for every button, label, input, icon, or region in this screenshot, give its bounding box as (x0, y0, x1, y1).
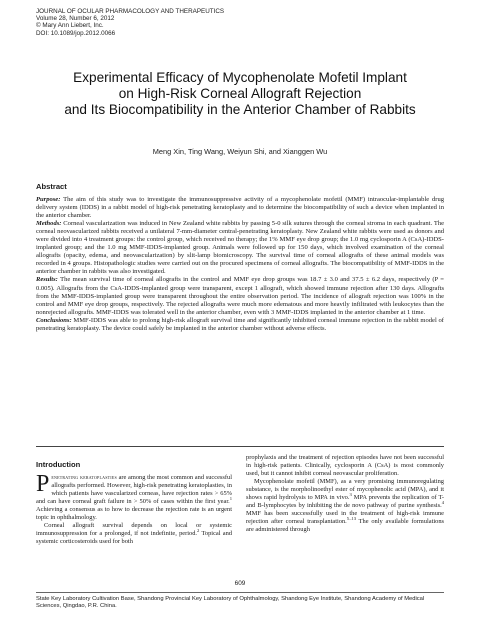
ref-4[interactable]: 4 (441, 500, 444, 506)
title-line-1: Experimental Efficacy of Mycophenolate Mofetil Implant (73, 70, 407, 85)
article-title (20, 70, 460, 118)
ref-3[interactable]: 3 (349, 492, 352, 498)
purpose-text: The aim of this study was to investigate the immunosuppressive activity of a mycophenolate mofetil (MMF) intraocular-implantable drug delivery system (IDDS) in a rabbit model of high-risk penetrating keratoplasty and to determine the biocompatibility of such a device when implanted in the anterior chamber. (36, 196, 444, 220)
section-divider (36, 446, 444, 447)
intro-paragraph-1 (36, 471, 232, 522)
title-line-3: and Its Biocompatibility in the Anterior Chamber of Rabbits (64, 102, 416, 117)
intro-text-1: are among the most common and successful allografts performed. However, high-risk penetrating keratoplasties, in which patients have vascularized corneas, have rejection rates > 65% and can have corneal graft failure in > 50% of cases within the first year. (36, 474, 232, 506)
title-line-2: on High-Risk Corneal Allograft Rejection (118, 86, 362, 101)
drop-cap: P (36, 471, 50, 497)
intro-text-2: Corneal allograft survival depends on local or systemic immunosuppression for a prolonged, if not indefinite, period. (36, 522, 232, 538)
intro-paragraph-4 (246, 478, 444, 534)
intro-text-4: Mycophenolate mofetil (MMF), as a very promising immunoregulating substance, is the morpholinoethyl ester of mycophenolic acid (MPA), and it shows rapid hydrolysis to MPA in vivo. (246, 478, 444, 502)
journal-name: JOURNAL OF OCULAR PHARMACOLOGY AND THERAPEUTICS (36, 8, 225, 15)
abstract-heading: Abstract (36, 182, 67, 191)
intro-text-4d: The only available formulations are administered through (246, 518, 445, 534)
conclusions-text: MMF-IDDS was able to prolong high-risk allograft survival time and significantly inhibited corneal immune rejection in the rabbit model of penetrating keratoplasty. The device could safely be implanted in the anterior chamber without adverse effects. (36, 316, 444, 332)
introduction-heading: Introduction (36, 460, 81, 469)
methods-label: Methods: (36, 220, 62, 228)
left-column (36, 471, 232, 546)
journal-header (36, 8, 224, 37)
abstract-results (36, 276, 444, 316)
intro-text-4c: MMF has been successfully used in the treatment of high-risk immune rejection after corneal transplantation. (246, 510, 444, 526)
page-number: 609 (234, 580, 246, 587)
author-list: Meng Xin, Ting Wang, Weiyun Shi, and Xianggen Wu (152, 147, 328, 156)
purpose-label: Purpose: (36, 196, 61, 203)
methods-text: Corneal vascularization was induced in New Zealand white rabbits by passing 5-0 silk sutures through the corneal stroma in each quadrant. The corneal neovascularized rabbits received a unilateral 7-mm-diameter central-penetrating keratoplasty. New Zealand white rabbits were used as donors and were divided into 4 treatment groups: the control group, which received no therapy; the 1% MMF eye drop group; the 1.0 mg cyclosporin A (CsA)-IDDS-implanted group; and the 1.0 mg MMF-IDDS-implanted group. Animals were followed up for 150 days, which involved examination of the corneal allografts (opacity, edema, and neovascularization) by slit-lamp biomicroscopy. The survival time of corneal allografts of these animal models was recorded in 4 groups. Histopathologic studies were carried out on the procured specimens of corneal allografts. The biocompatibility of MMF-IDDS in the anterior chamber in rabbits was also investigated. (36, 220, 444, 276)
right-column (246, 454, 444, 534)
intro-text-2b: Topical and systemic corticosteroids used for both (36, 530, 232, 546)
abstract-purpose (36, 196, 444, 220)
footnote-divider (36, 592, 444, 593)
intro-paragraph-2 (36, 522, 232, 546)
ref-5-13[interactable]: 5–13 (346, 516, 356, 522)
abstract-body (36, 196, 444, 333)
intro-paragraph-3: prophylaxis and the treatment of rejection episodes have not been successful in high-risk patients. Clinically, cyclosporin A (CsA) is most commonly used, but it cannot inhibit corneal neovascular proliferation. (246, 454, 444, 478)
intro-text-4b: MPA prevents the replication of T- and B-lymphocytes by inhibiting the de novo pathway of purine synthesis. (246, 494, 444, 510)
intro-text-1b: Achieving a consensus as to how to decrease the rejection rate is an urgent topic in ophthalmology. (36, 506, 232, 522)
conclusions-label: Conclusions: (36, 316, 72, 324)
results-label: Results: (36, 276, 58, 284)
journal-volume: Volume 28, Number 6, 2012 (36, 15, 115, 23)
journal-publisher: © Mary Ann Liebert, Inc. (36, 22, 104, 30)
abstract-conclusions (36, 317, 444, 333)
ref-1[interactable]: 1 (229, 496, 232, 502)
abstract-methods (36, 220, 444, 276)
journal-doi[interactable]: DOI: 10.1089/jop.2012.0066 (36, 29, 116, 37)
ref-2[interactable]: 2 (197, 528, 200, 534)
intro-lead: enetrating keratoplasties (51, 474, 117, 481)
affiliation-footnote: State Key Laboratory Cultivation Base, Shandong Provincial Key Laboratory of Ophthalmology, Shandong Eye Institute, Shandong Academy of Medical Sciences, Qingdao, P.R. China. (36, 596, 425, 609)
results-text: The mean survival time of corneal allografts in the control and MMF eye drop groups was 18.7 ± 3.0 and 37.5 ± 6.2 days, respectively (P = 0.005). Allografts from the CsA-IDDS-implanted group were transparent, except 1 allograft, which showed immune rejection after 130 days. Allografts from the MMF-IDDS-implanted group were transparent throughout the entire observation period. The incidence of allograft rejection was 100% in the control and MMF eye drop groups, respectively. The rejected allografts were much more edematous and more heavily infiltrated with leukocytes than the nonrejected allografts. MMF-IDDS was tolerated well in the anterior chamber, even with 3 MMF-IDDS implanted in the anterior chamber at 1 time. (36, 276, 444, 316)
